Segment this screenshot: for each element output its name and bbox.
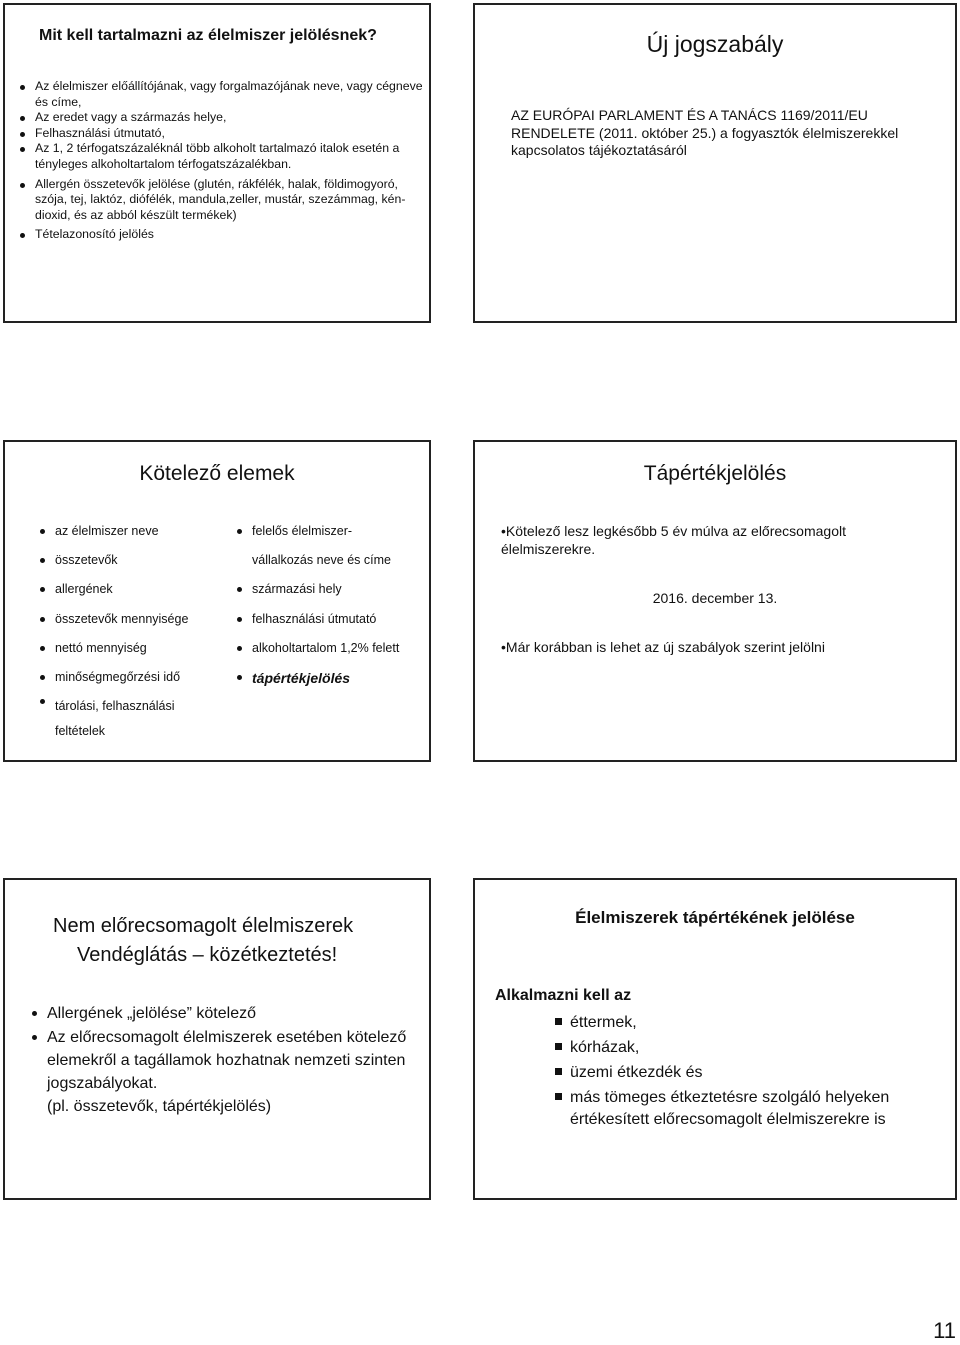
list-item: származási hely [252,582,432,611]
mandatory-list-left [55,524,215,744]
slide-5 [3,878,431,1200]
slide-6 [473,878,957,1200]
slide-6-heading: Alkalmazni kell az [495,987,632,1004]
slide-2-title: Új jogszabály [646,31,784,57]
slide-2 [473,3,957,323]
slide-6-title: Élelmiszerek tápértékének jelölése [575,908,855,927]
slide-1 [3,3,431,323]
slide-5-title [53,912,353,970]
slide-4-title: Tápértékjelölés [643,462,787,485]
list-item: kórházak, [570,1037,900,1059]
list-item: Tételazonosító jelölés [35,227,427,243]
slide-2-body: AZ EURÓPAI PARLAMENT ÉS A TANÁCS 1169/2011/EU RENDELETE (2011. október 25.) a fogyasztók élelmiszerekkel kapcsolatos tájékoztatásáról [511,107,899,158]
list-item-note: (pl. összetevők, tápértékjelölés) [47,1098,272,1115]
slide-4-date: 2016. december 13. [652,590,778,606]
list-item: tápértékjelölés [252,670,432,699]
list-item: üzemi étkezdék és [570,1062,900,1084]
list-item: összetevők mennyisége [55,612,215,641]
slide-5-title-line-2: Vendéglátás – közétkeztetés! [77,944,338,966]
slide-1-title: Mit kell tartalmazni az élelmiszer jelölésnek? [39,27,377,44]
mandatory-list-right [252,524,432,699]
slide-4 [473,440,957,762]
slide-6-list [570,1012,900,1134]
list-item: éttermek, [570,1012,900,1034]
list-item: az élelmiszer neve [55,524,215,553]
list-item: minőségmegőrzési idő [55,670,215,699]
slide-1-list [35,79,427,243]
slide-4-paragraph-1: •Kötelező lesz legkésőbb 5 év múlva az előrecsomagolt élelmiszerekre. [501,523,846,557]
list-item: felelős élelmiszer- [252,524,432,553]
list-item: Az eredet vagy a származás helye, [35,110,427,126]
slide-3 [3,440,431,762]
slide-4-paragraph-2: •Már korábban is lehet az új szabályok szerint jelölni [501,639,825,655]
list-item: allergének [55,582,215,611]
list-item: Allergén összetevők jelölése (glutén, rákfélék, halak, földimogyoró, szója, tej, laktóz, diófélék, mandula,zeller, mustár, szezámmag, kén-dioxid, és az abból készült termékek) [35,177,427,224]
list-item: tárolási, felhasználási feltételek [55,694,185,744]
slide-5-list [47,1002,417,1118]
list-item: alkoholtartalom 1,2% felett [252,641,432,670]
list-item: más tömeges étkeztetésre szolgáló helyeken értékesített előrecsomagolt élelmiszerekre is [570,1087,900,1131]
list-item: Felhasználási útmutató, [35,126,427,142]
slide-3-title: Kötelező elemek [139,462,295,485]
list-item: összetevők [55,553,215,582]
list-item [47,1026,417,1118]
list-item: Az élelmiszer előállítójának, vagy forgalmazójának neve, vagy cégneve és címe, [35,79,427,110]
list-item: nettó mennyiség [55,641,215,670]
list-item: Allergének „jelölése” kötelező [47,1002,417,1025]
list-item: felhasználási útmutató [252,612,432,641]
list-item: Az 1, 2 térfogatszázaléknál több alkoholt tartalmazó italok esetén a tényleges alkoholtartalom térfogatszázalékban. [35,141,427,172]
page-number: 11 [933,1318,956,1343]
list-item-continuation: vállalkozás neve és címe [252,553,391,568]
slide-5-title-line-1: Nem előrecsomagolt élelmiszerek [53,915,354,937]
list-item-text: Az előrecsomagolt élelmiszerek esetében kötelező elemekről a tagállamok hozhatnak nemzeti szinten jogszabályokat. [47,1029,407,1092]
